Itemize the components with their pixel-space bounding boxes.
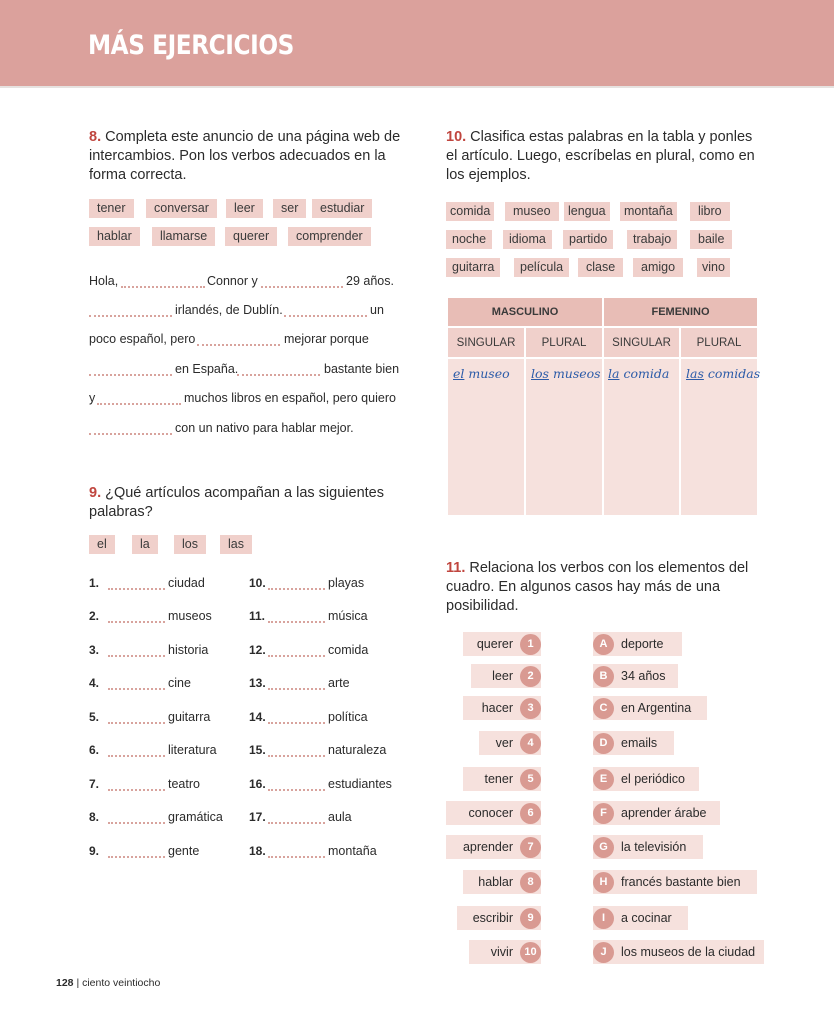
item-word: naturaleza (328, 743, 387, 757)
word-chip: comida (446, 202, 494, 221)
item-number: 14. (249, 710, 266, 724)
article-blank[interactable] (268, 645, 325, 657)
item-number: 5. (89, 710, 100, 724)
word-chip: baile (690, 230, 732, 249)
verb-chip: hablar (89, 227, 140, 246)
option-item[interactable] (593, 940, 764, 964)
ex8-blank[interactable] (89, 305, 172, 317)
option-letter-badge: J (593, 942, 614, 963)
example-word: museos (552, 366, 601, 381)
item-number: 13. (249, 676, 266, 690)
item-word: aula (328, 810, 352, 824)
ex11-text: Relaciona los verbos con los elementos del cuadro. En algunos casos hay más de una posibilidad. (446, 560, 749, 614)
verb-label: querer (476, 637, 513, 651)
example-article: las (686, 366, 704, 381)
ex8-text-fragment: poco español, pero (89, 332, 196, 346)
table-subheader-plural: PLURAL (681, 328, 757, 357)
option-letter-badge: E (593, 769, 614, 790)
option-label: aprender árabe (621, 806, 707, 820)
article-chip: los (174, 535, 206, 554)
example-article: los (531, 366, 549, 381)
article-chip: la (132, 535, 158, 554)
item-number: 7. (89, 777, 100, 791)
ex8-instructions (89, 128, 409, 185)
item-number: 9. (89, 844, 100, 858)
item-number: 3. (89, 643, 100, 657)
page-footer: 128 | ciento veintiocho (56, 977, 161, 989)
option-label: 34 años (621, 669, 666, 683)
ex8-text-fragment: en España. (175, 362, 239, 376)
word-chip: idioma (503, 230, 552, 249)
verb-number-badge: 4 (520, 733, 541, 754)
example-word: comidas (707, 366, 761, 381)
verb-number-badge: 9 (520, 908, 541, 929)
verb-chip: tener (89, 199, 134, 218)
ex10-text: Clasifica estas palabras en la tabla y ponles el artículo. Luego, escríbelas en plural, como en los ejemplos. (446, 129, 755, 183)
item-word: política (328, 710, 368, 724)
item-number: 10. (249, 576, 266, 590)
verb-label: vivir (490, 945, 513, 959)
ex9-text: ¿Qué artículos acompañan a las siguientes palabras? (89, 485, 384, 520)
verb-number-badge: 6 (520, 803, 541, 824)
ex8-blank[interactable] (237, 364, 320, 376)
word-chip: vino (697, 258, 730, 277)
word-chip: montaña (620, 202, 677, 221)
example-handwritten (531, 366, 601, 381)
item-number: 15. (249, 743, 266, 757)
article-blank[interactable] (268, 812, 325, 824)
item-word: guitarra (168, 710, 211, 724)
article-blank[interactable] (108, 779, 165, 791)
word-chip: clase (578, 258, 623, 277)
example-article: la (608, 366, 620, 381)
option-label: francés bastante bien (621, 875, 741, 889)
ex8-text-fragment: un (370, 303, 384, 317)
table-column-fem-singular[interactable] (604, 359, 679, 515)
item-number: 17. (249, 810, 266, 824)
verb-chip: ser (273, 199, 306, 218)
verb-chip: conversar (146, 199, 217, 218)
item-word: literatura (168, 743, 217, 757)
ex10-number: 10. (446, 129, 467, 145)
word-chip: noche (446, 230, 492, 249)
item-word: museos (168, 609, 212, 623)
verb-number-badge: 10 (520, 942, 541, 963)
option-label: el periódico (621, 772, 685, 786)
ex8-blank[interactable] (197, 334, 280, 346)
item-word: historia (168, 643, 209, 657)
ex9-number: 9. (89, 485, 102, 501)
verb-label: ver (495, 736, 513, 750)
word-chip: museo (505, 202, 559, 221)
article-chip: las (220, 535, 252, 554)
verb-label: conocer (468, 806, 513, 820)
word-chip: película (514, 258, 569, 277)
ex8-blank[interactable] (261, 276, 343, 288)
table-subheader-singular: SINGULAR (604, 328, 679, 357)
option-label: a cocinar (621, 911, 672, 925)
item-number: 16. (249, 777, 266, 791)
item-word: música (328, 609, 368, 623)
ex8-text-fragment: muchos libros en español, pero quiero (184, 391, 396, 405)
article-blank[interactable] (268, 611, 325, 623)
option-letter-badge: F (593, 803, 614, 824)
verb-label: leer (492, 669, 513, 683)
verb-number-badge: 7 (520, 837, 541, 858)
header-band (0, 0, 834, 88)
item-word: playas (328, 576, 365, 590)
option-letter-badge: B (593, 666, 614, 687)
ex8-blank[interactable] (284, 305, 367, 317)
verb-label: escribir (472, 911, 513, 925)
word-chip: partido (563, 230, 613, 249)
item-word: ciudad (168, 576, 205, 590)
verb-label: hacer (481, 701, 513, 715)
ex8-blank[interactable] (97, 393, 181, 405)
verb-label: aprender (462, 840, 513, 854)
ex8-text-fragment: 29 años. (346, 274, 394, 288)
article-blank[interactable] (268, 712, 325, 724)
verb-number-badge: 8 (520, 872, 541, 893)
word-chip: lengua (564, 202, 610, 221)
ex8-blank[interactable] (121, 276, 205, 288)
word-chip: libro (690, 202, 730, 221)
ex11-number: 11. (446, 560, 466, 576)
word-chip: trabajo (627, 230, 677, 249)
verb-chip: estudiar (312, 199, 372, 218)
verb-chip: leer (226, 199, 263, 218)
option-label: deporte (621, 637, 664, 651)
article-blank[interactable] (108, 712, 165, 724)
word-chip: amigo (633, 258, 683, 277)
page-title: MÁS EJERCICIOS (88, 30, 294, 61)
table-column-masc-singular[interactable] (448, 359, 524, 515)
verb-number-badge: 2 (520, 666, 541, 687)
ex8-text-fragment: bastante bien (324, 362, 400, 376)
option-label: la televisión (621, 840, 687, 854)
table-column-masc-plural[interactable] (526, 359, 602, 515)
article-chip: el (89, 535, 115, 554)
article-blank[interactable] (268, 578, 325, 590)
ex8-blank[interactable] (89, 423, 172, 435)
ex10-instructions (446, 128, 766, 185)
ex8-text-fragment: irlandés, de Dublín. (175, 303, 283, 317)
item-word: gramática (168, 810, 223, 824)
table-subheader-plural: PLURAL (526, 328, 602, 357)
item-number: 6. (89, 743, 100, 757)
page-number-text: ciento veintiocho (82, 977, 161, 989)
item-word: montaña (328, 844, 377, 858)
verb-number-badge: 5 (520, 769, 541, 790)
article-blank[interactable] (268, 779, 325, 791)
article-blank[interactable] (108, 745, 165, 757)
article-blank[interactable] (268, 678, 325, 690)
verb-chip: llamarse (152, 227, 215, 246)
ex8-text-fragment: Connor y (207, 274, 258, 288)
ex8-number: 8. (89, 129, 102, 145)
ex8-text-fragment: y (89, 391, 96, 405)
option-label: los museos de la ciudad (621, 945, 756, 959)
ex11-instructions (446, 559, 766, 616)
table-column-fem-plural[interactable] (681, 359, 757, 515)
example-article: el (453, 366, 465, 381)
ex8-text-fragment: mejorar porque (284, 332, 369, 346)
item-word: comida (328, 643, 369, 657)
item-number: 8. (89, 810, 100, 824)
ex8-text: Completa este anuncio de una página web de intercambios. Pon los verbos adecuados en la forma correcta. (89, 129, 401, 183)
article-blank[interactable] (268, 745, 325, 757)
option-letter-badge: D (593, 733, 614, 754)
article-blank[interactable] (108, 611, 165, 623)
option-letter-badge: G (593, 837, 614, 858)
example-word: comida (623, 366, 670, 381)
example-handwritten (608, 366, 669, 381)
option-item[interactable] (593, 870, 757, 894)
ex9-instructions (89, 484, 409, 522)
verb-chip: querer (225, 227, 277, 246)
item-number: 12. (249, 643, 266, 657)
table-header-masculino: MASCULINO (448, 298, 602, 326)
verb-label: hablar (478, 875, 513, 889)
example-handwritten (686, 366, 760, 381)
option-letter-badge: H (593, 872, 614, 893)
page-number: 128 (56, 977, 74, 989)
item-number: 2. (89, 609, 100, 623)
ex8-text-fragment: Hola, (89, 274, 119, 288)
option-label: emails (621, 736, 658, 750)
word-chip: guitarra (446, 258, 500, 277)
ex8-blank[interactable] (89, 364, 172, 376)
article-blank[interactable] (108, 846, 165, 858)
article-blank[interactable] (108, 578, 165, 590)
verb-number-badge: 1 (520, 634, 541, 655)
option-letter-badge: A (593, 634, 614, 655)
article-blank[interactable] (108, 645, 165, 657)
table-header-femenino: FEMENINO (604, 298, 757, 326)
example-word: museo (468, 366, 510, 381)
item-number: 18. (249, 844, 266, 858)
table-subheader-singular: SINGULAR (448, 328, 524, 357)
verb-label: tener (484, 772, 513, 786)
item-word: gente (168, 844, 200, 858)
verb-number-badge: 3 (520, 698, 541, 719)
item-number: 1. (89, 576, 100, 590)
example-handwritten (453, 366, 510, 381)
item-number: 4. (89, 676, 100, 690)
option-letter-badge: I (593, 908, 614, 929)
item-number: 11. (249, 609, 266, 623)
verb-chip: comprender (288, 227, 371, 246)
item-word: cine (168, 676, 191, 690)
item-word: arte (328, 676, 350, 690)
article-blank[interactable] (268, 846, 325, 858)
ex8-text-fragment: con un nativo para hablar mejor. (175, 421, 354, 435)
item-word: estudiantes (328, 777, 392, 791)
option-letter-badge: C (593, 698, 614, 719)
article-blank[interactable] (108, 812, 165, 824)
item-word: teatro (168, 777, 200, 791)
option-label: en Argentina (621, 701, 692, 715)
article-blank[interactable] (108, 678, 165, 690)
